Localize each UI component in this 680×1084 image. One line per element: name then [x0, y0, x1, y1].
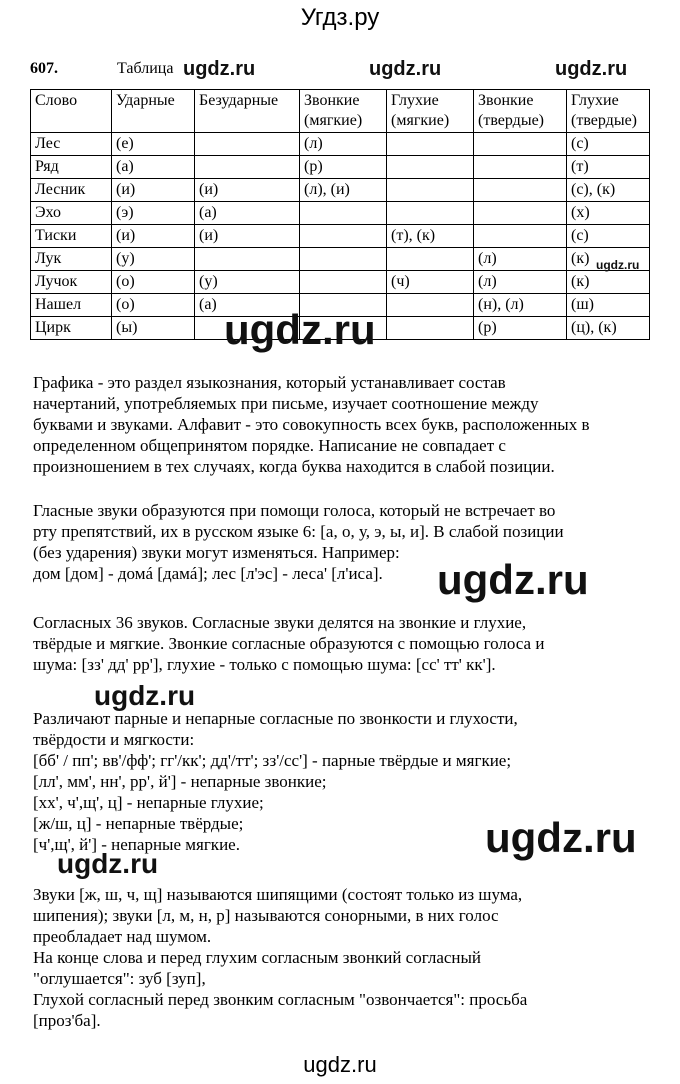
table-cell: (с): [567, 225, 650, 248]
table-row: [31, 156, 650, 179]
text-line: "оглушается": зуб [зуп],: [33, 969, 206, 988]
watermark: ugdz.ru: [596, 258, 640, 272]
table-cell: Тиски: [31, 225, 112, 248]
table-cell: [387, 133, 474, 156]
table-cell: (е): [112, 133, 195, 156]
text-line: произношением в тех случаях, когда буква находится в слабой позиции.: [33, 457, 555, 476]
table-cell: Лучок: [31, 271, 112, 294]
header-cell: Звонкие (твердые): [474, 90, 567, 133]
table-cell: (р): [300, 156, 387, 179]
table-cell: (ш): [567, 294, 650, 317]
table-cell: (ч): [387, 271, 474, 294]
header-cell: Слово: [31, 90, 112, 133]
watermark: ugdz.ru: [183, 58, 256, 80]
paragraph-grafika: [33, 372, 653, 477]
text-line: [ж/ш, ц] - непарные твёрдые;: [33, 814, 244, 833]
table-row: [31, 133, 650, 156]
header-cell: Глухие (твердые): [567, 90, 650, 133]
table-cell: [387, 179, 474, 202]
table-cell: [300, 248, 387, 271]
table-cell: (л): [300, 133, 387, 156]
table-row: [31, 248, 650, 271]
table-cell: (о): [112, 271, 195, 294]
text-line: шипения); звуки [л, м, н, р] называются сонорными, в них голос: [33, 906, 499, 925]
table-cell: (э): [112, 202, 195, 225]
table-cell: Лес: [31, 133, 112, 156]
table-cell: [387, 317, 474, 340]
table-cell: [195, 156, 300, 179]
table-cell: Цирк: [31, 317, 112, 340]
table-cell: (р): [474, 317, 567, 340]
text-line: Графика - это раздел языкознания, который устанавливает состав: [33, 373, 506, 392]
table-cell: (л): [474, 248, 567, 271]
table-cell: Нашел: [31, 294, 112, 317]
table-cell: (с), (к): [567, 179, 650, 202]
table-cell: (о): [112, 294, 195, 317]
text-line: На конце слова и перед глухим согласным звонкий согласный: [33, 948, 482, 967]
table-cell: Ряд: [31, 156, 112, 179]
table-cell: (а): [195, 294, 300, 317]
site-footer: ugdz.ru: [303, 1052, 377, 1077]
table-cell: (у): [195, 271, 300, 294]
text-line: [ч',щ', й'] - непарные мягкие.: [33, 835, 240, 854]
table-cell: [474, 202, 567, 225]
table-cell: [300, 271, 387, 294]
table-header-row: [31, 90, 650, 133]
table-cell: (т): [567, 156, 650, 179]
table-cell: (т), (к): [387, 225, 474, 248]
paragraph-consonants: [33, 612, 653, 675]
text-line: Звуки [ж, ш, ч, щ] называются шипящими (состоят только из шума,: [33, 885, 523, 904]
table-cell: (н), (л): [474, 294, 567, 317]
text-line: [проз'ба].: [33, 1011, 101, 1030]
text-line: [хх', ч',щ', ц] - непарные глухие;: [33, 793, 264, 812]
watermark: ugdz.ru: [94, 680, 196, 711]
table-cell: Лук: [31, 248, 112, 271]
text-line: Глухой согласный перед звонким согласным "озвончается": просьба: [33, 990, 528, 1009]
watermark: ugdz.ru: [485, 814, 637, 861]
text-line: [лл', мм', нн', рр', й'] - непарные звонкие;: [33, 772, 327, 791]
text-line: Различают парные и непарные согласные по звонкости и глухости,: [33, 709, 518, 728]
table-cell: [195, 133, 300, 156]
table-cell: [195, 248, 300, 271]
text-line: [бб' / пп'; вв'/фф'; гг'/кк'; дд'/тт'; зз'/сс'] - парные твёрдые и мягкие;: [33, 751, 512, 770]
table-row: [31, 225, 650, 248]
table-cell: [387, 202, 474, 225]
sounds-table: [30, 89, 650, 340]
header-cell: Безударные: [195, 90, 300, 133]
text-line: определенном общепринятом порядке. Написание не совпадает с: [33, 436, 506, 455]
table-cell: (и): [195, 179, 300, 202]
table-row: [31, 271, 650, 294]
table-cell: (и): [112, 225, 195, 248]
table-cell: (ы): [112, 317, 195, 340]
table-cell: [387, 248, 474, 271]
table-cell: [387, 294, 474, 317]
text-line: твёрдости и мягкости:: [33, 730, 195, 749]
table-cell: [387, 156, 474, 179]
text-line: буквами и звуками. Алфавит - это совокупность всех букв, расположенных в: [33, 415, 590, 434]
table-caption: Таблица: [117, 60, 174, 77]
table-cell: [474, 179, 567, 202]
table-row: [31, 179, 650, 202]
table-cell: (а): [195, 202, 300, 225]
table-row: [31, 202, 650, 225]
text-line: рту препятствий, их в русском языке 6: [а, о, у, э, ы, и]. В слабой позиции: [33, 522, 564, 541]
table-cell: [300, 225, 387, 248]
exercise-number: 607.: [30, 60, 58, 77]
site-title: Угдз.ру: [300, 4, 380, 31]
text-line: дом [дом] - домá [дамá]; лес [л'эс] - леса' [л'иса].: [33, 564, 383, 583]
table-cell: (а): [112, 156, 195, 179]
header-cell: Глухие (мягкие): [387, 90, 474, 133]
text-line: (без ударения) звуки могут изменяться. Например:: [33, 543, 400, 562]
text-line: Согласных 36 звуков. Согласные звуки делятся на звонкие и глухие,: [33, 613, 527, 632]
table-cell: (у): [112, 248, 195, 271]
table-cell: (ц), (к): [567, 317, 650, 340]
table-cell: (х): [567, 202, 650, 225]
paragraph-sibilants: [33, 884, 653, 1031]
text-line: Гласные звуки образуются при помощи голоса, который не встречает во: [33, 501, 556, 520]
watermark: ugdz.ru: [57, 848, 159, 879]
header-cell: Звонкие (мягкие): [300, 90, 387, 133]
table-cell: (к): [567, 271, 650, 294]
text-line: начертаний, употребляемых при письме, изучает соотношение между: [33, 394, 539, 413]
watermark: ugdz.ru: [555, 58, 628, 80]
table-cell: [300, 202, 387, 225]
table-cell: Лесник: [31, 179, 112, 202]
header-cell: Ударные: [112, 90, 195, 133]
table-cell: (л), (и): [300, 179, 387, 202]
table-cell: [474, 156, 567, 179]
table-cell: (к): [567, 248, 650, 271]
text-line: преобладает над шумом.: [33, 927, 212, 946]
watermark: ugdz.ru: [224, 306, 376, 353]
table-cell: [474, 225, 567, 248]
table-cell: Эхо: [31, 202, 112, 225]
watermark: ugdz.ru: [369, 58, 442, 80]
watermark: ugdz.ru: [437, 556, 589, 603]
table-cell: (с): [567, 133, 650, 156]
table-cell: (л): [474, 271, 567, 294]
table-cell: (и): [112, 179, 195, 202]
table-cell: (и): [195, 225, 300, 248]
table-cell: [474, 133, 567, 156]
text-line: шума: [зз' дд' рр'], глухие - только с помощью шума: [сс' тт' кк'].: [33, 655, 496, 674]
text-line: твёрдые и мягкие. Звонкие согласные образуются с помощью голоса и: [33, 634, 545, 653]
